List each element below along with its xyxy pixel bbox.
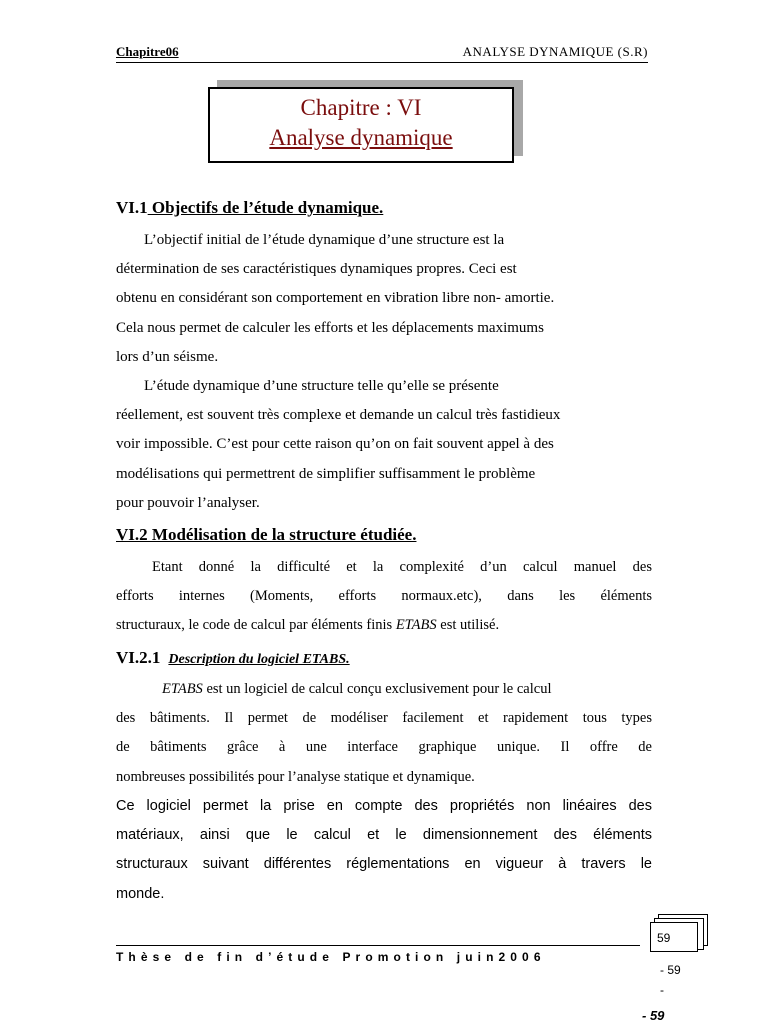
chapter-name: Analyse dynamique: [269, 125, 453, 150]
section1-paragraph2: [116, 372, 652, 518]
text-line: détermination de ses caractéristiques dynamiques propres. Ceci est: [116, 261, 517, 278]
header-chapter: Chapitre06: [116, 44, 179, 59]
text-line: monde.: [116, 885, 165, 902]
footer-thesis-text: Thèse de fin d’étude Promotion juin2006: [116, 950, 546, 964]
text-line: ETABS est un logiciel de calcul conçu exclusivement pour le calcul: [162, 681, 552, 697]
text-line: réellement, est souvent très complexe et demande un calcul très fastidieux: [116, 407, 561, 424]
text-line: nombreuses possibilités pour l’analyse statique et dynamique.: [116, 768, 475, 785]
text-line: obtenu en considérant son comportement en vibration libre non- amortie.: [116, 290, 555, 307]
text-line: Ce logiciel permet la prise en compte des propriétés non linéaires des: [116, 798, 652, 814]
text-line: de bâtiments grâce à une interface graphique unique. Il offre de: [116, 739, 652, 756]
text-line: pour pouvoir l’analyser.: [116, 494, 260, 511]
page-number-bold: - 59: [642, 1008, 665, 1023]
text-line: matériaux, ainsi que le calcul et le dimensionnement des éléments: [116, 827, 652, 844]
section-heading-2: VI.2 Modélisation de la structure étudiée.: [116, 525, 417, 544]
text-line: lors d’un séisme.: [116, 348, 219, 365]
text-line: efforts internes (Moments, efforts normaux.etc), dans les éléments: [116, 588, 652, 605]
page-number-dashed: - 59 -: [660, 963, 681, 997]
chapter-number: Chapitre : VI: [300, 95, 422, 120]
text-line: Cela nous permet de calculer les efforts et les déplacements maximums: [116, 319, 544, 336]
page-number-box: [648, 914, 708, 958]
title-frame: [208, 87, 514, 163]
section1-paragraph1: [116, 226, 652, 372]
text-line: L’étude dynamique d’une structure telle qu’elle se présente: [144, 378, 499, 394]
text-line: modélisations qui permettrent de simplifier suffisamment le problème: [116, 465, 536, 482]
text-line: voir impossible. C’est pour cette raison qu’on on fait souvent appel à des: [116, 436, 554, 453]
chapter-title-box: [208, 87, 514, 163]
subsection-paragraph1: [116, 675, 652, 792]
page-header: [116, 42, 648, 63]
subsection-paragraph2: [116, 792, 652, 909]
section2-paragraph: [116, 553, 652, 641]
text-line: structuraux, le code de calcul par éléments finis ETABS est utilisé.: [116, 617, 500, 634]
text-line: structuraux suivant différentes réglementations en vigueur à travers le: [116, 856, 652, 873]
section-heading-1: VI.1 Objectifs de l’étude dynamique.: [116, 198, 384, 217]
text-line: Etant donné la difficulté et la complexité d’un calcul manuel des: [152, 559, 652, 575]
page-number: 59: [650, 922, 698, 952]
subsection-heading: VI.2.1 Description du logiciel ETABS.: [116, 648, 350, 667]
header-section-title: ANALYSE DYNAMIQUE (S.R): [462, 44, 648, 59]
footer-divider: [116, 945, 640, 946]
text-line: des bâtiments. Il permet de modéliser facilement et rapidement tous types: [116, 710, 652, 727]
text-line: L’objectif initial de l’étude dynamique d’une structure est la: [144, 232, 505, 248]
